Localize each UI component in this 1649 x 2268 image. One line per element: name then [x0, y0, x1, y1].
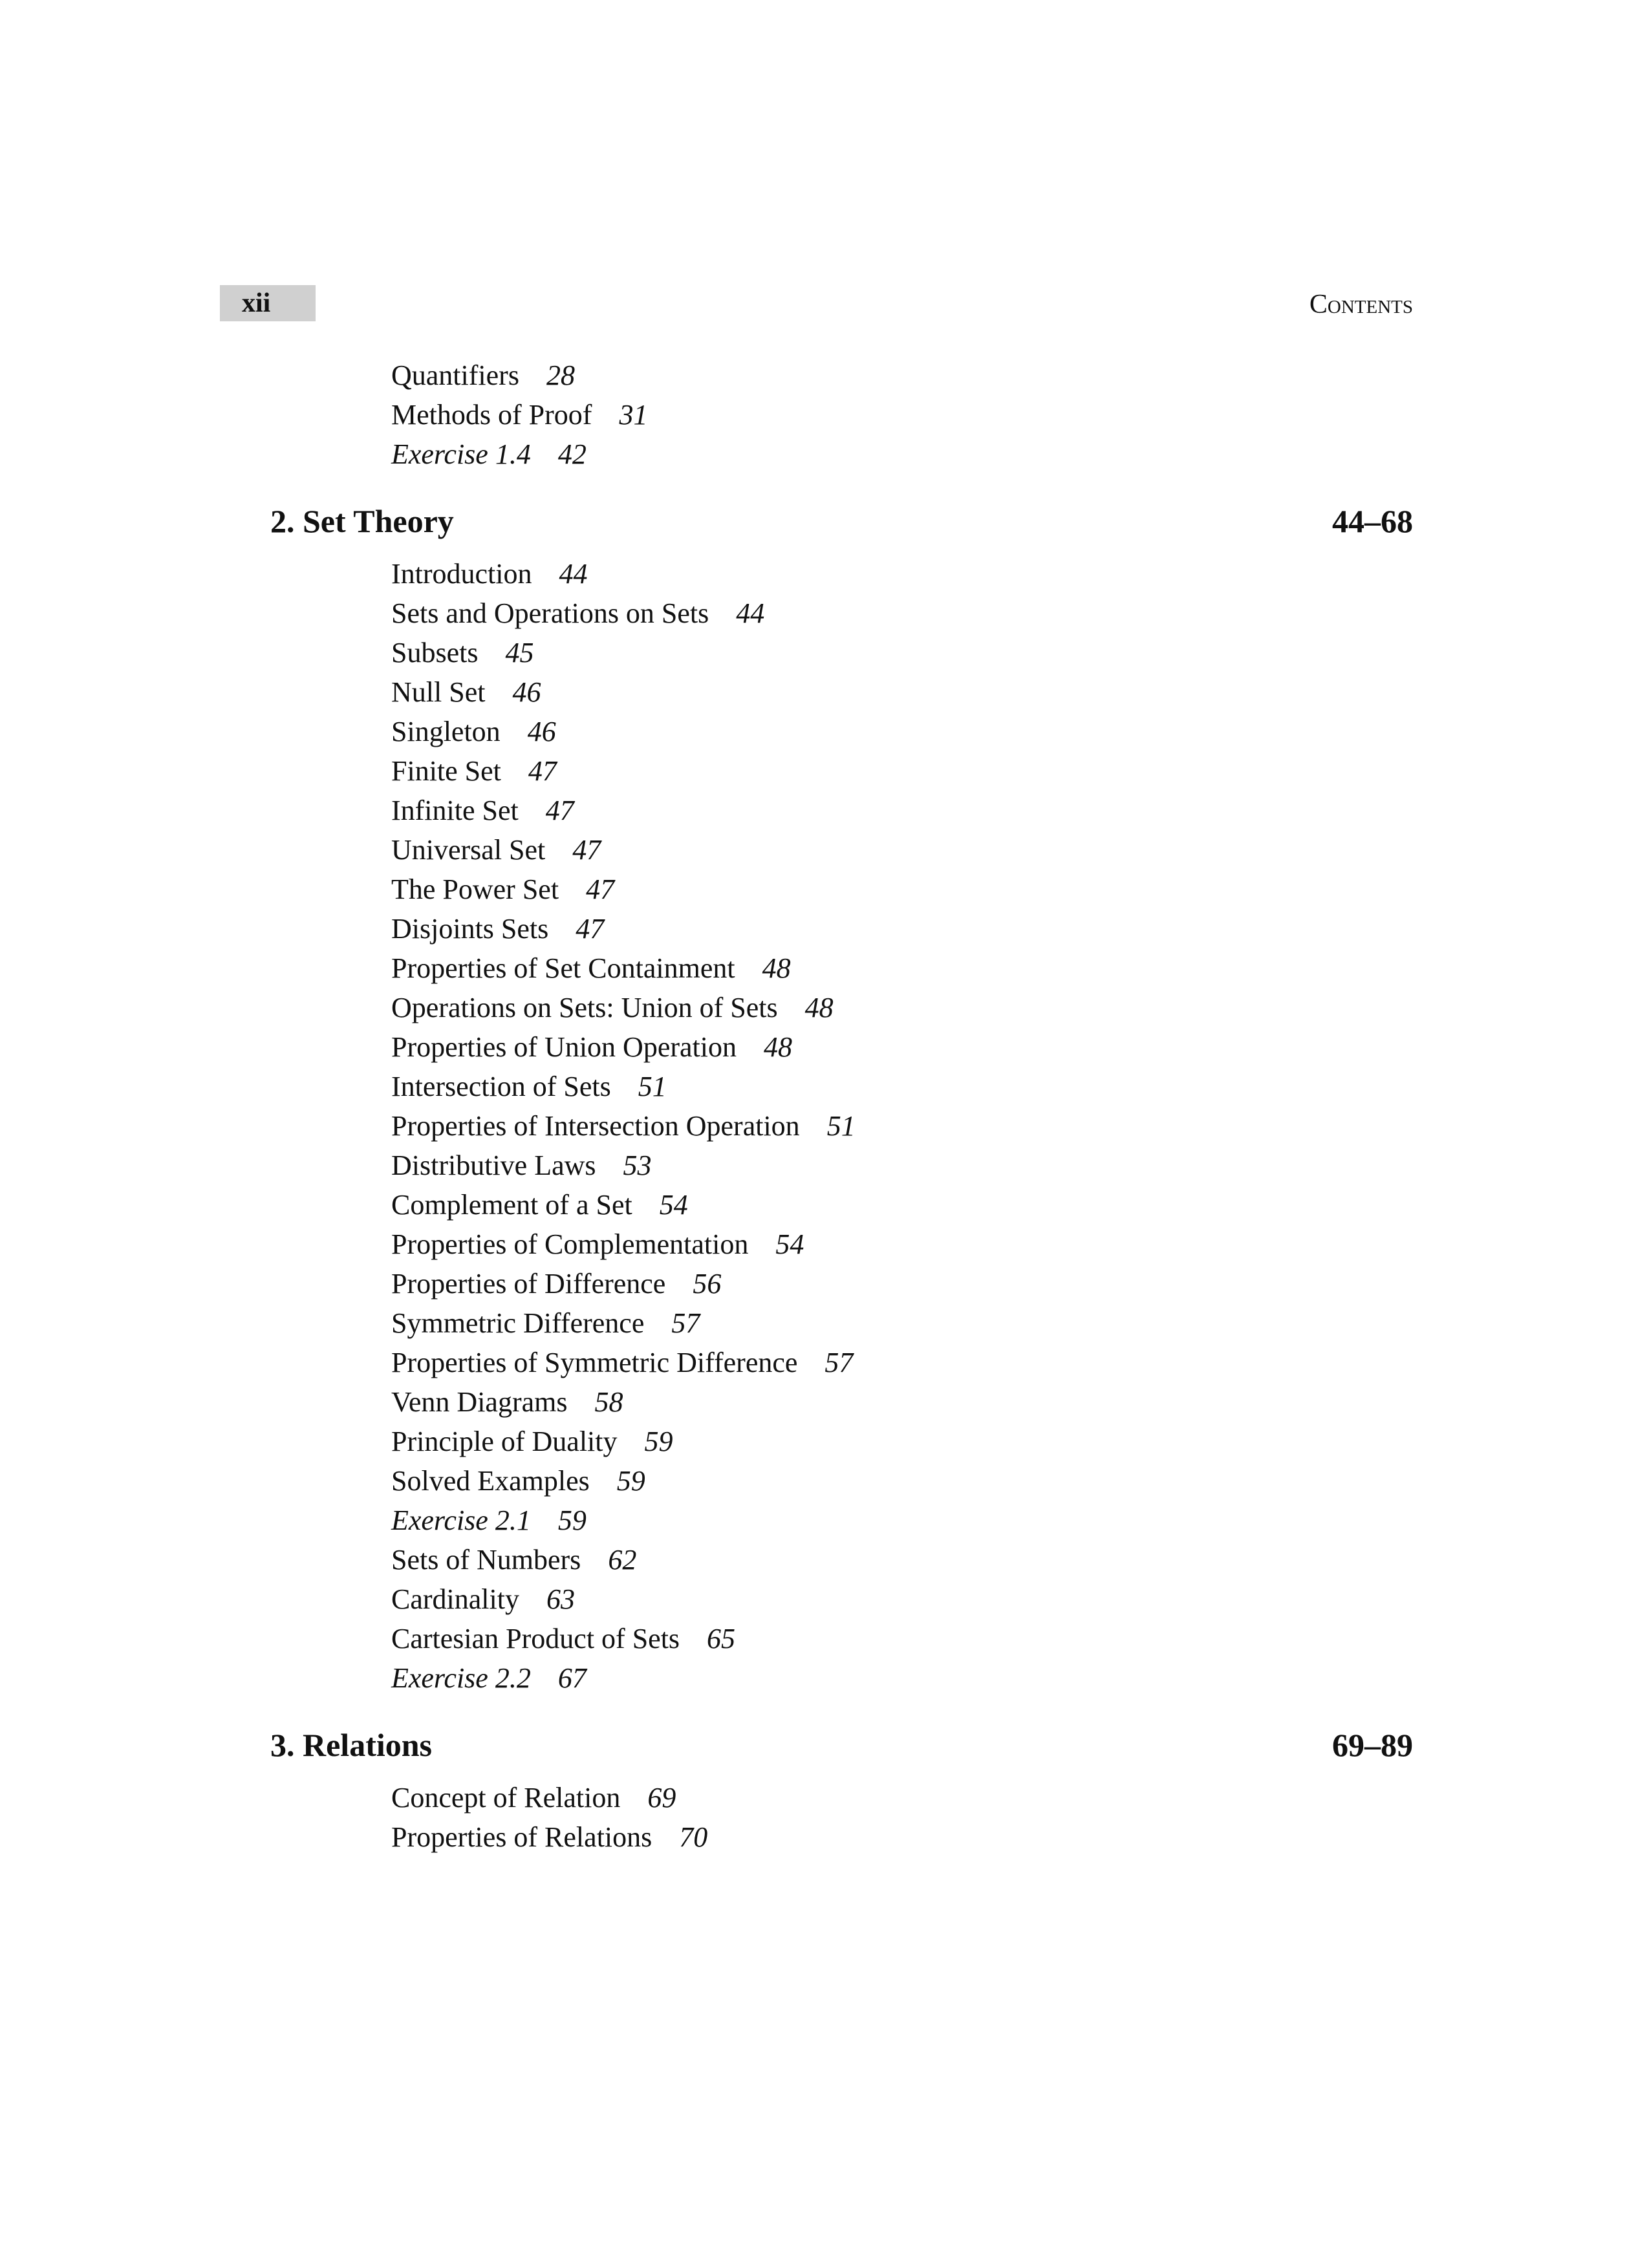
section-title-group: [391, 1659, 587, 1698]
section-title: Properties of Relations: [391, 1821, 652, 1853]
section-title-group: [391, 1067, 667, 1106]
section-title-group: [391, 396, 647, 434]
chapter-title: 2. Set Theory: [270, 503, 454, 539]
chapter-title: 3. Relations: [270, 1727, 432, 1763]
section-title: Complement of a Set: [391, 1189, 632, 1221]
chapter-heading-set-theory: [270, 500, 1413, 542]
section-title: Finite Set: [391, 755, 501, 787]
section-page: 48: [804, 992, 834, 1023]
section-title: Singleton: [391, 716, 501, 747]
section-title: Properties of Difference: [391, 1268, 666, 1300]
chapter-page-range: 44–68: [1332, 503, 1413, 539]
section-page: 47: [572, 834, 601, 866]
section-title: The Power Set: [391, 873, 559, 905]
section-title: Subsets: [391, 637, 479, 669]
section-title: Exercise 1.4: [391, 438, 531, 470]
section-title-group: [391, 673, 541, 712]
section-title: Properties of Symmetric Difference: [391, 1347, 798, 1378]
section-title-group: [391, 594, 764, 633]
section-title: Symmetric Difference: [391, 1307, 645, 1339]
section-page: 47: [576, 913, 605, 945]
section-title: Operations on Sets: Union of Sets: [391, 992, 778, 1023]
section-page: 51: [826, 1110, 856, 1142]
page-number: xii: [220, 285, 316, 321]
section-title: Quantifiers: [391, 359, 519, 391]
section-title: Properties of Complementation: [391, 1228, 749, 1260]
section-page: 57: [671, 1307, 700, 1339]
section-title-group: [391, 910, 604, 948]
section-page: 28: [546, 359, 575, 391]
section-title: Properties of Intersection Operation: [391, 1110, 800, 1142]
section-title: Cardinality: [391, 1583, 519, 1615]
section-title-group: [391, 1186, 688, 1225]
section-page: 56: [693, 1268, 722, 1300]
section-title-group: [391, 1462, 645, 1501]
section-page: 57: [824, 1347, 854, 1378]
section-page: 69: [647, 1782, 676, 1813]
section-title-group: [391, 831, 601, 870]
section-page: 44: [559, 558, 588, 590]
section-page: 53: [623, 1150, 652, 1181]
section-page: 54: [659, 1189, 688, 1221]
chapter-page-range: 69–89: [1332, 1727, 1413, 1763]
section-page: 51: [638, 1071, 667, 1102]
section-title: Null Set: [391, 676, 486, 708]
section-page: 63: [546, 1583, 575, 1615]
section-title-group: [391, 1343, 853, 1382]
section-page: 59: [644, 1426, 673, 1457]
section-title-group: [391, 949, 791, 988]
section-page: 54: [775, 1228, 804, 1260]
section-page: 67: [557, 1662, 587, 1694]
section-title-group: [391, 1146, 652, 1185]
section-title-group: [391, 1779, 676, 1817]
section-page: 47: [528, 755, 557, 787]
section-page: 46: [512, 676, 541, 708]
section-page: 45: [505, 637, 534, 669]
section-page: 70: [679, 1821, 708, 1853]
section-title-group: [391, 1422, 673, 1461]
section-page: 31: [619, 399, 648, 431]
section-page: 44: [736, 597, 765, 629]
section-title: Exercise 2.1: [391, 1504, 531, 1536]
section-title-group: [391, 1620, 735, 1658]
section-title: Methods of Proof: [391, 399, 592, 431]
section-page: 58: [594, 1386, 623, 1418]
section-title: Disjoints Sets: [391, 913, 549, 945]
section-title: Cartesian Product of Sets: [391, 1623, 680, 1654]
section-title: Sets of Numbers: [391, 1544, 581, 1576]
section-page: 47: [586, 873, 615, 905]
section-page: 59: [616, 1465, 645, 1497]
section-title: Principle of Duality: [391, 1426, 618, 1457]
section-title-group: [391, 356, 575, 395]
section-page: 62: [608, 1544, 637, 1576]
section-title-group: [391, 435, 587, 474]
section-title-group: [391, 555, 588, 594]
section-title-group: [391, 1541, 636, 1579]
section-title: Distributive Laws: [391, 1150, 596, 1181]
section-title-group: [391, 712, 556, 751]
section-title-group: [391, 1383, 623, 1422]
section-title-group: [391, 1028, 792, 1067]
section-title-group: [391, 1501, 587, 1540]
section-title: Intersection of Sets: [391, 1071, 611, 1102]
chapter-heading-relations: [270, 1724, 1413, 1766]
section-title: Venn Diagrams: [391, 1386, 568, 1418]
section-page: 42: [557, 438, 587, 470]
section-title-group: [391, 791, 574, 830]
section-title: Properties of Union Operation: [391, 1031, 737, 1063]
section-page: 59: [557, 1504, 587, 1536]
section-title: Concept of Relation: [391, 1782, 621, 1813]
section-title-group: [391, 1818, 707, 1857]
section-page: 47: [545, 795, 574, 826]
section-title-group: [391, 989, 834, 1027]
section-page: 48: [762, 952, 791, 984]
section-title: Exercise 2.2: [391, 1662, 531, 1694]
section-page: 65: [707, 1623, 736, 1654]
section-title-group: [391, 1580, 575, 1619]
section-title-group: [391, 870, 614, 909]
section-page: 46: [527, 716, 556, 747]
section-title-group: [391, 1265, 721, 1303]
section-title: Properties of Set Containment: [391, 952, 735, 984]
section-title-group: [391, 752, 557, 791]
section-page: 48: [764, 1031, 792, 1063]
section-title: Solved Examples: [391, 1465, 590, 1497]
section-title: Sets and Operations on Sets: [391, 597, 709, 629]
section-title: Universal Set: [391, 834, 546, 866]
section-title-group: [391, 634, 534, 672]
section-title-group: [391, 1304, 700, 1343]
running-head: Contents: [1309, 290, 1413, 319]
section-title: Infinite Set: [391, 795, 519, 826]
section-title: Introduction: [391, 558, 532, 590]
section-title-group: [391, 1225, 804, 1264]
section-title-group: [391, 1107, 856, 1146]
